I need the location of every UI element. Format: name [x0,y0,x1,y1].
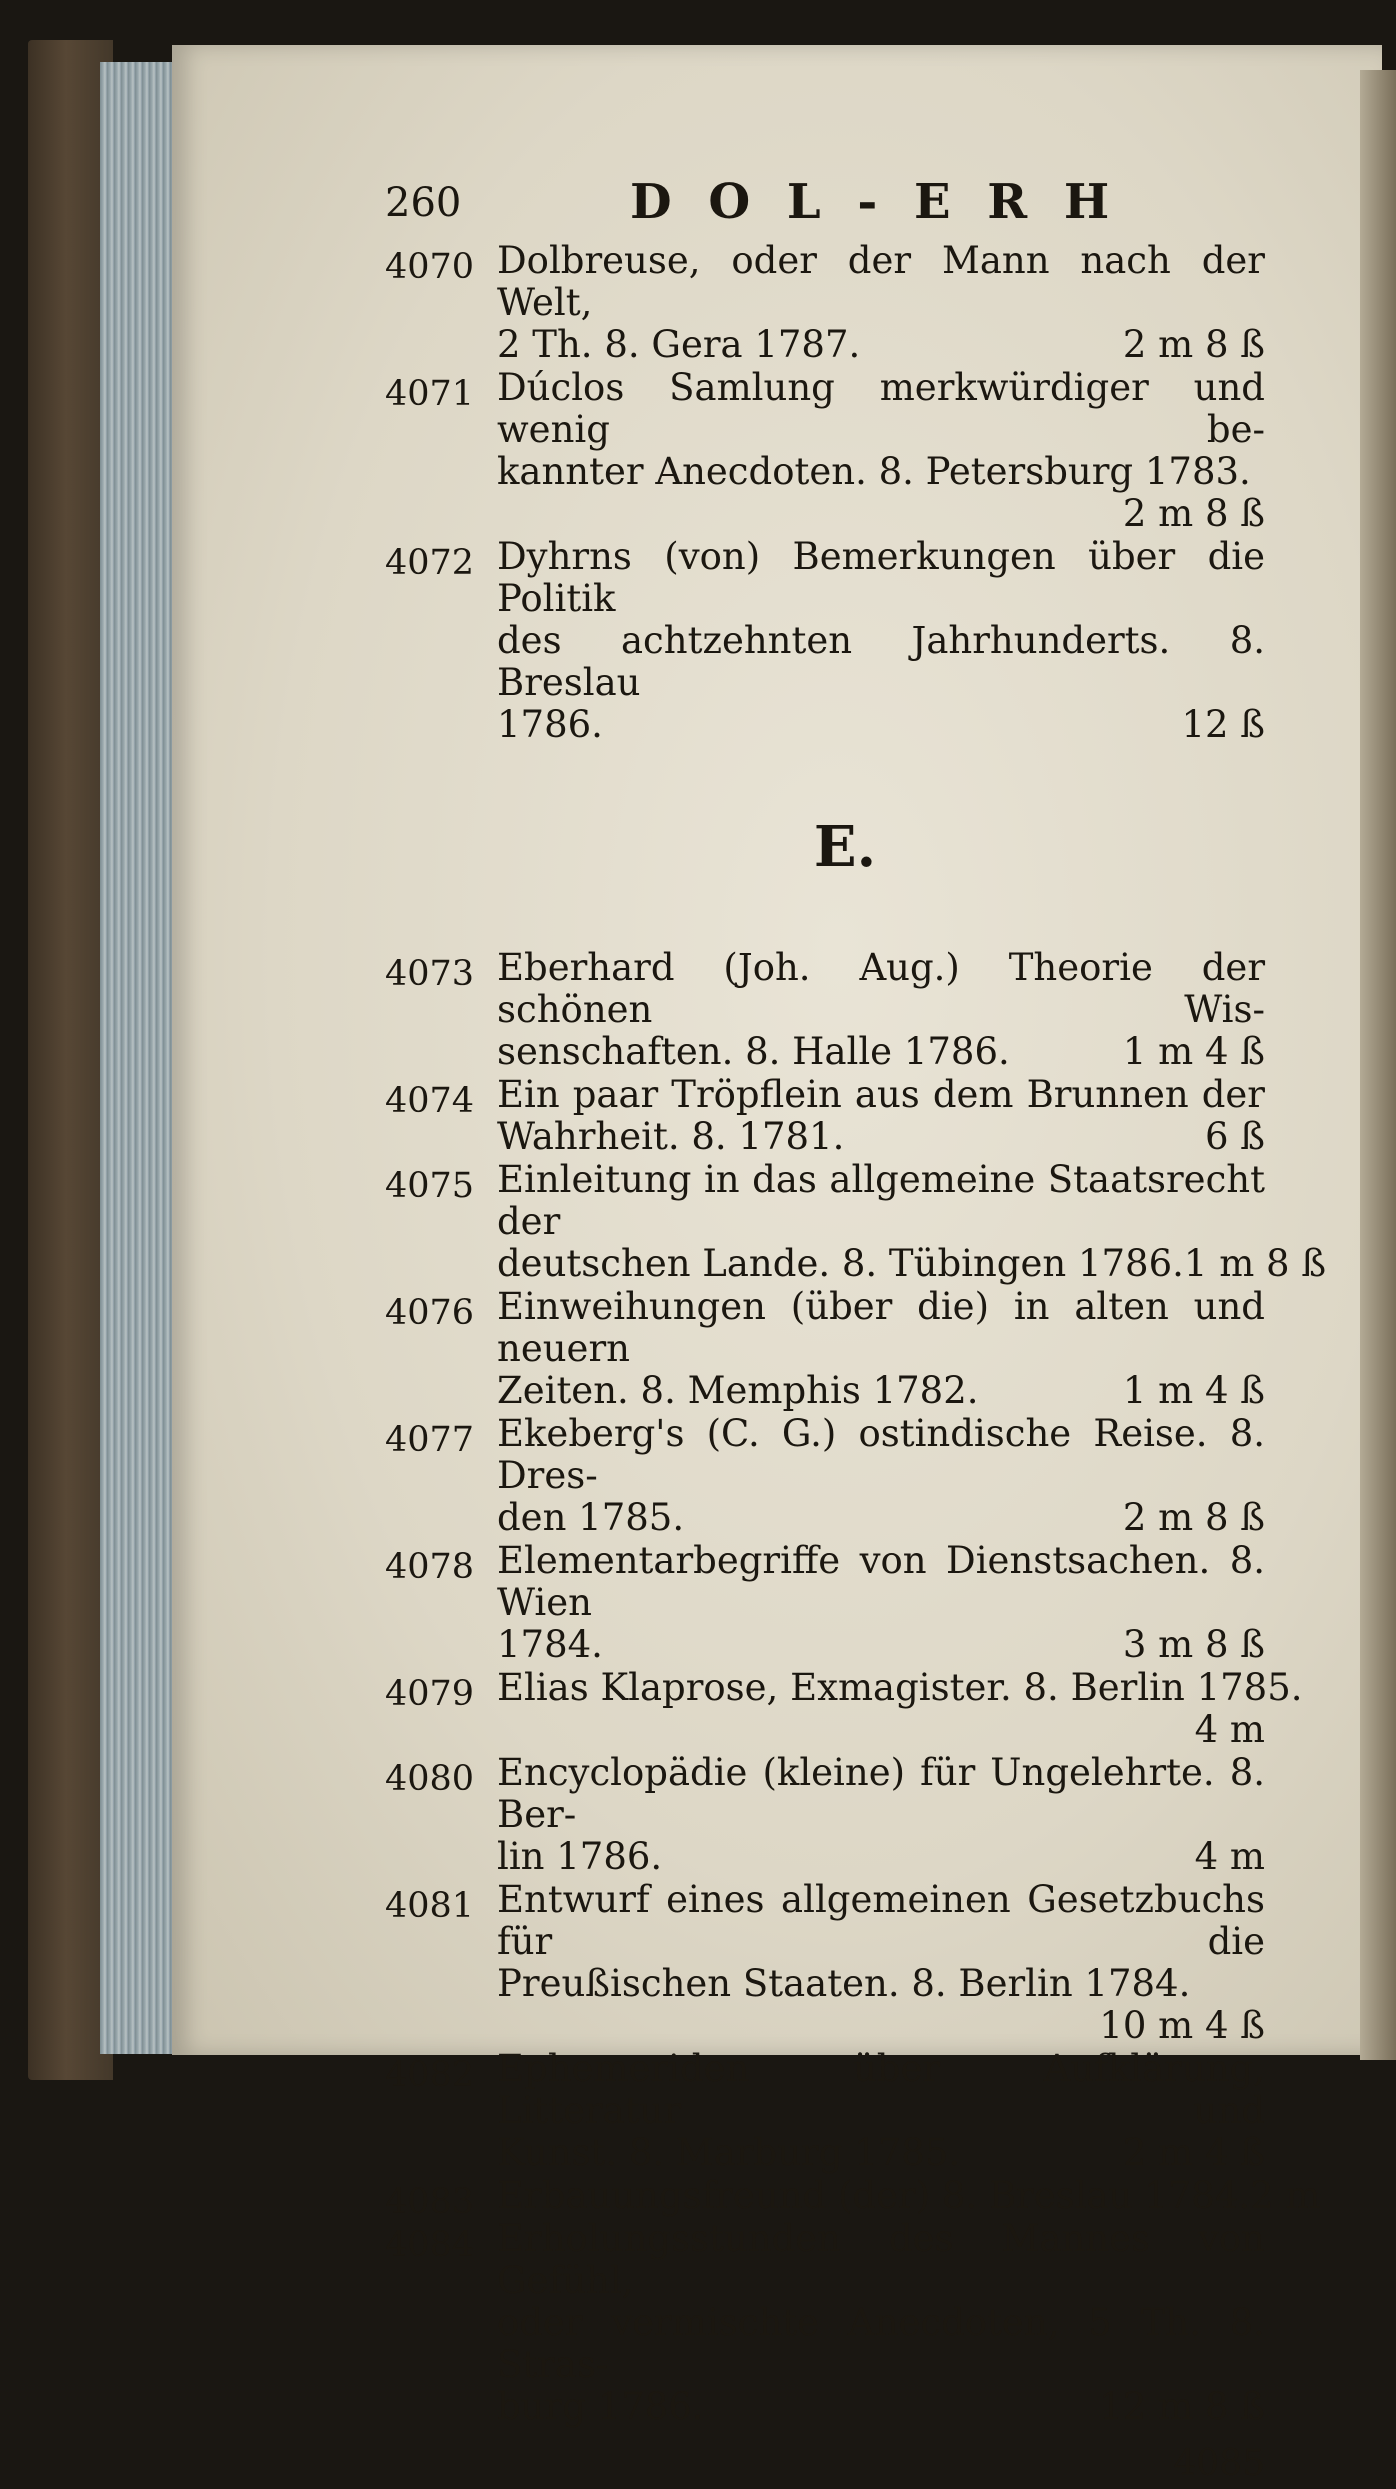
entry-line: Elementarbegriffe von Dienstsachen. 8. Wien [497,1539,1265,1624]
catalog-entry [385,947,1265,1073]
entry-last-line [497,1624,1265,1666]
entry-line: Eberhard (Joh. Aug.) Theorie der schönen Wis- [497,946,1265,1031]
entry-imprint: 1784. [497,1623,603,1666]
entry-imprint: lin 1786. [497,1835,663,1878]
entry-imprint: kannter Anecdoten. 8. Petersburg 1783. [497,450,1251,493]
entry-number: 4082 [385,2055,475,2095]
entry-last-line [497,2132,1265,2174]
entry-number: 4072 [385,543,475,583]
entry-price: 4 m [1194,1708,1265,1751]
entry-last-line [497,1666,1303,1709]
entry-line: Dolbreuse, oder der Mann nach der Welt, [497,239,1265,324]
entry-line: Dyhrns (von) Bemerkungen über die Politik [497,535,1265,620]
entry-imprint: Elias Klaprose, Exmagister. 8. Berlin 1785. [497,1666,1303,1709]
catalog-entry [385,1879,1265,2047]
entry-number: 4075 [385,1166,475,1206]
page-header [385,160,1265,240]
entry-imprint: burg 1786. [497,2385,704,2428]
catalog-entry [385,1286,1265,1412]
entry-line: des achtzehnten Jahrhunderts. 8. Breslau [497,619,1265,704]
entry-imprint: Erbauungsfreund (der) 8. Breslau 1784. [497,2174,1251,2217]
entry-number: 4070 [385,247,475,287]
catchword-row [385,2429,1265,2489]
entry-number: 4083 [385,2182,475,2222]
entry-imprint: den 1785. [497,1496,685,1539]
entry-price: 12 m 8 ß [1099,2385,1265,2428]
catalog-entry [385,240,1265,366]
entry-number: 4071 [385,374,475,414]
entry-line: oder vermischte Anecdoten, 5 Th. 8. Stras- [497,2301,1265,2386]
entry-imprint: Wahrheit. 8. 1781. [497,1115,845,1158]
section-heading: E. [813,814,877,880]
entry-line: Entwurf eines allgemeinen Gesetzbuchs für die [497,1878,1265,1963]
catalog-entry [385,1666,1303,1751]
entry-price: 2 m [1250,2174,1321,2217]
catalog-entry [385,1158,1327,1285]
catalog-entry [385,1752,1265,1878]
entry-price: 10 m 4 ß [1099,2004,1265,2047]
entry-price: 1 m 4 ß [1122,1030,1265,1073]
entry-list-e [385,946,1327,2428]
entry-last-line [497,1370,1265,1412]
entry-last-line [497,704,1265,746]
entry-price: 2 m 4 ß [1122,2131,1265,2174]
entry-number: 4081 [385,1886,475,1926]
entry-imprint: 2 Th. 8. Gera 1787. [497,323,861,366]
entry-last-line [497,2174,1321,2217]
entry-number: 4079 [385,1674,475,1714]
entry-imprint: 1786. [497,703,603,746]
entry-imprint: Preußischen Staaten. 8. Berlin 1784. [497,1962,1191,2005]
entry-imprint: deutschen Lande. 8. Tübingen 1786. [497,1242,1184,1285]
entry-line: Encyclopädie (kleine) für Ungelehrte. 8. Ber- [497,1751,1265,1836]
catchword: 4085 [1173,2443,1265,2484]
entry-imprint: Kunst. 8. Marburg 1785. [497,2131,961,2174]
entry-last-line [497,1242,1327,1285]
entry-line: Erholungsstunden des Mannes von Gefühl, [497,2217,1265,2302]
entry-last-line [497,1031,1265,1073]
entry-line: Ein paar Tröpflein aus dem Brunnen der [497,1073,1265,1116]
page-edges [100,62,180,2054]
facing-page-edge [1360,70,1396,2060]
entry-number: 4078 [385,1547,475,1587]
page-number: 260 [385,180,462,226]
entry-number: 4080 [385,1759,475,1799]
entry-price: 6 ß [1204,1115,1265,1158]
entry-line: Dúclos Samlung merkwürdiger und wenig be- [497,366,1265,451]
entry-number: 4076 [385,1293,475,1333]
entry-number: 4084 [385,2225,475,2265]
catalog-entry [385,1540,1265,1666]
entry-price: 2 m 8 ß [1122,1496,1265,1539]
catalog-entry [385,536,1265,746]
entry-last-line [497,1963,1265,2005]
entry-line: Ekeberg's (C. G.) ostindische Reise. 8. Dres- [497,1412,1265,1497]
entry-price: 2 m 8 ß [1122,323,1265,366]
entry-number: 4074 [385,1081,475,1121]
entry-line: Einleitung in das allgemeine Staatsrecht der [497,1158,1265,1243]
catalog-entry [385,367,1265,535]
entry-price: 1 m 8 ß [1183,1242,1327,1285]
entry-price: 1 m 4 ß [1122,1369,1265,1412]
entry-number: 4073 [385,954,475,994]
entry-price: 12 ß [1181,703,1265,746]
entry-last-line [497,451,1265,493]
page-text [385,160,1327,2489]
entry-list-d [385,240,1265,746]
entry-last-line [497,1836,1265,1878]
entry-price: 2 m 8 ß [1122,492,1265,535]
catalog-entry [385,1074,1265,1158]
entry-line: Ephemeriden über Aufklärung, Litteratur und [497,2047,1265,2132]
catalog-entry [385,2174,1321,2222]
running-head: D O L - E R H [630,174,1120,230]
entry-last-line [497,324,1265,366]
entry-last-line [497,1116,1265,1158]
entry-imprint: Zeiten. 8. Memphis 1782. [497,1369,979,1412]
entry-last-line [497,1497,1265,1539]
entry-line: Einweihungen (über die) in alten und neuern [497,1285,1265,1370]
entry-imprint: senschaften. 8. Halle 1786. [497,1030,1010,1073]
catalog-entry [385,2048,1265,2174]
entry-last-line [497,2386,1265,2428]
entry-price: 4 m [1194,1835,1265,1878]
entry-number: 4077 [385,1420,475,1460]
entry-price: 3 m 8 ß [1122,1623,1265,1666]
catalog-entry [385,2218,1265,2428]
catalog-entry [385,1413,1265,1539]
